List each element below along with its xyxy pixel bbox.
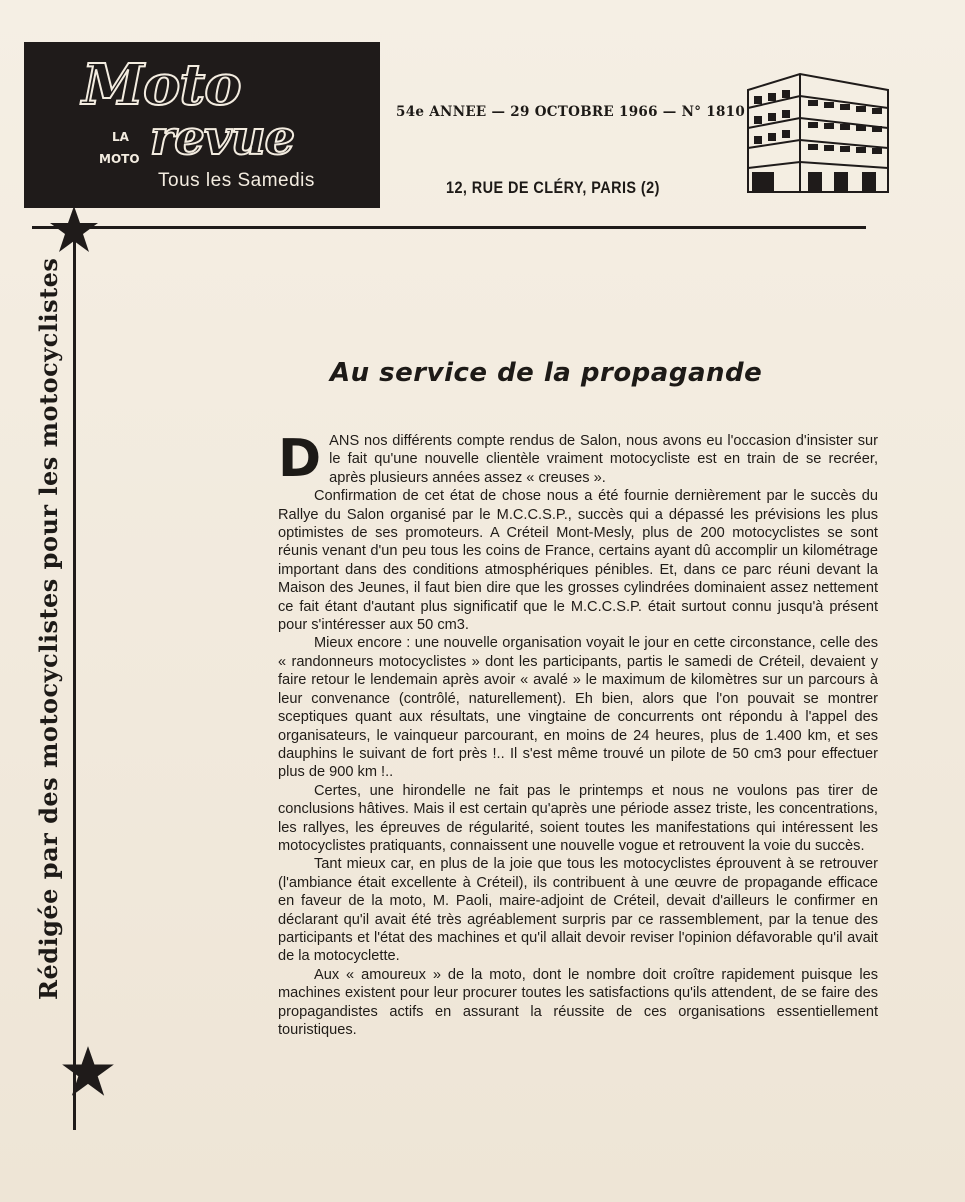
article-paragraph: Certes, une hirondelle ne fait pas le printemps et nous ne voulons pas tirer de conclusions hâtives. Mais il est certain qu'après une période assez triste, les concentrations, les rallyes, les épreuves de régularité, soient toutes les manifestations qui intéressent les motocyclistes pratiquants, connaissent une nouvelle vogue et retrouvent la voie du succès.: [278, 782, 878, 854]
header-rule: [32, 226, 866, 229]
logo-moto-text: Moto: [82, 52, 241, 118]
article-paragraph: Mieux encore : une nouvelle organisation voyait le jour en cette circonstance, celle des « randonneurs motocyclistes » dont les participants, partis le samedi de Créteil, devaient y faire retour le lendemain après avoir « avalé » le maximum de kilomètres sur un parcours à leur convenance (contrôlé, naturellement). Eh bien, alors que l'on pouvait se montrer sceptiques quant aux résultats, une vingtaine de concurrents ont répondu à l'appel des organisateurs, le vainqueur parcourant, en moins de 24 heures, plus de 1.400 km, et ses dauphins le suivant de fort près !.. Il s'est même trouvé un pilote de 50 cm3 pour effectuer plus de 900 km !..: [278, 635, 878, 781]
logo-moto-small-text: MOTO: [99, 152, 140, 166]
edition-line: 54e ANNEE — 29 OCTOBRE 1966 — N° 1810: [396, 104, 746, 120]
vertical-slogan: Rédigée par des motocyclistes pour les motocyclistes: [34, 257, 63, 1000]
masthead: [24, 42, 380, 208]
article-paragraph: Aux « amoureux » de la moto, dont le nombre doit croître rapidement puisque les machines existent pour leur procurer toutes les satisfactions qu'ils attendent, de se faire des propagandistes actifs en assurant la réussite de ces organisations essentiellement touristiques.: [278, 966, 878, 1038]
article-headline: Au service de la propagande: [330, 358, 763, 388]
article-paragraph: Tant mieux car, en plus de la joie que tous les motocyclistes éprouvent à se retrouver (l'ambiance était excellente à Créteil), ils contribuent à une œuvre de propagande efficace en faveur de la moto, M. Paoli, maire-adjoint de Créteil, devait d'ailleurs le confirmer en déclarant qu'il avait été très agréablement surpris par ce rassemblement, par la tenue des participants et l'état des machines et qu'il allait devoir reviser l'opinion défavorable qu'il avait de la motocyclette.: [278, 856, 878, 965]
left-rule: [73, 232, 76, 1130]
building-illustration-icon: [738, 68, 894, 196]
article-body: [278, 429, 878, 1039]
logo-tagline: Tous les Samedis: [158, 170, 315, 191]
logo-la-text: LA: [112, 130, 129, 144]
logo-revue-text: revue: [150, 110, 295, 166]
drop-cap: D: [278, 429, 322, 489]
paragraph-text: ANS nos différents compte rendus de Salon, nous avons eu l'occasion d'insister sur le fait qu'une nouvelle clientèle vraiment motocycliste est en train de se recréer, après plusieurs années assez « creuses ».: [329, 433, 878, 486]
address: 12, RUE DE CLÉRY, PARIS (2): [446, 178, 660, 197]
article-paragraph: Confirmation de cet état de chose nous a été fournie dernièrement par le succès du Rallye du Salon organisé par le M.C.C.S.P., succès qui a dépassé les prévisions les plus optimistes de ses promoteurs. A Créteil Mont-Mesly, plus de 200 motocyclistes se sont réunis venant d'un peu tous les coins de France, certains ayant dû accomplir un kilométrage important dans des conditions atmosphériques pénibles. Et, dans ce parc réuni devant la Maison des Jeunes, il faut bien dire que les grosses cylindrées dominaient assez nettement ce fait étant d'autant plus significatif que le M.C.C.S.P. était surtout connu jusqu'à présent pour s'intéresser aux 50 cm3.: [278, 488, 878, 634]
star-top-icon: [48, 204, 100, 256]
article-paragraph: [278, 429, 878, 489]
star-bottom-icon: [60, 1044, 116, 1100]
